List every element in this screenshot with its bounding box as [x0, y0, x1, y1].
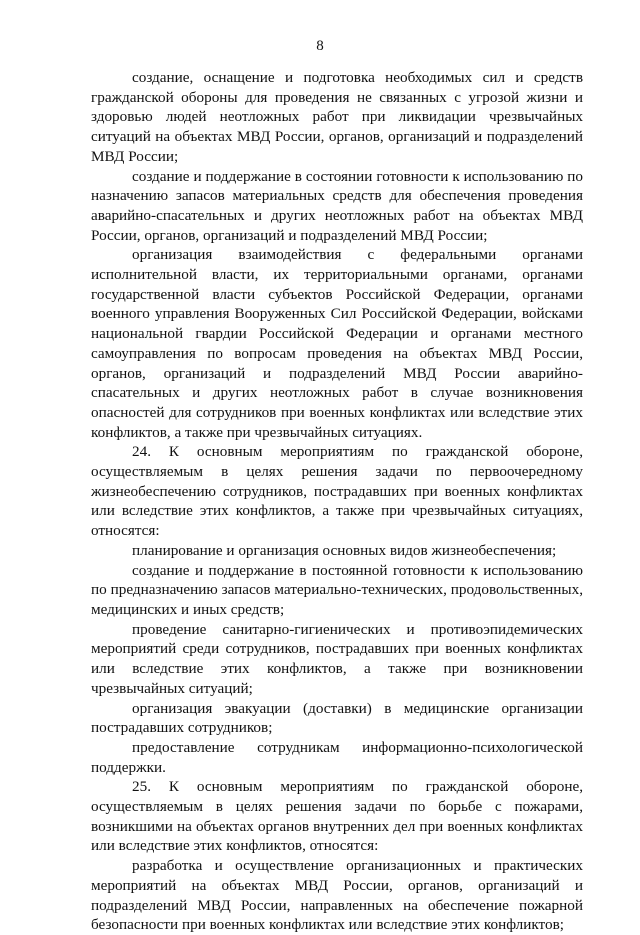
- paragraph-7: проведение санитарно-гигиенических и противоэпидемических мероприятий среди сотрудников, пострадавших при военных конфликтах или вследствие этих конфликтов, а также при возникновении чрезвычайных ситуаций;: [91, 620, 583, 697]
- paragraph-5: планирование и организация основных видов жизнеобеспечения;: [132, 541, 557, 559]
- paragraph-4-item-24: 24. К основным мероприятиям по гражданской обороне, осуществляемым в целях решения задачи по первоочередному жизнеобеспечению сотрудников, пострадавших при военных конфликтах или вследствие этих конфликтов, а также при чрезвычайных ситуациях, относятся:: [91, 443, 583, 540]
- paragraph-10-item-25: 25. К основным мероприятиям по гражданской обороне, осуществляемым в целях решения задачи по борьбе с пожарами, возникшими на объектах органов внутренних дел при военных конфликтах или вследствие этих конфликтов, относятся:: [91, 778, 583, 855]
- paragraph-3: организация взаимодействия с федеральными органами исполнительной власти, их территориальными органами, органами государственной власти субъектов Российской Федерации, органами военного управления Вооруженных Сил Российской Федерации, войсками национальной гвардии Российской Федерации и органами местного самоуправления по вопросам проведения на объектах МВД России, органов, организаций и подразделений МВД России аварийно-спасательных и других неотложных работ в случае возникновения опасностей для сотрудников при военных конфликтах или вследствие этих конфликтов, а также при чрезвычайных ситуациях.: [91, 246, 583, 441]
- page-number: 8: [316, 38, 324, 54]
- document-body: [91, 68, 583, 935]
- paragraph-11: разработка и осуществление организационных и практических мероприятий на объектах МВД России, органов, организаций и подразделений МВД России, направленных на обеспечение пожарной безопасности при военных конфликтах или вследствие этих конфликтов;: [91, 857, 583, 934]
- paragraph-6: создание и поддержание в постоянной готовности к использованию по предназначению запасов материально-технических, продовольственных, медицинских и иных средств;: [91, 561, 583, 618]
- paragraph-2: создание и поддержание в состоянии готовности к использованию по назначению запасов материальных средств для обеспечения проведения аварийно-спасательных и других неотложных работ на объектах МВД России, органов, организаций и подразделений МВД России;: [91, 167, 583, 244]
- paragraph-1: создание, оснащение и подготовка необходимых сил и средств гражданской обороны для проведения не связанных с угрозой жизни и здоровью людей неотложных работ при ликвидации чрезвычайных ситуаций на объектах МВД России, органов, организаций и подразделений МВД России;: [91, 69, 583, 165]
- paragraph-9: предоставление сотрудникам информационно-психологической поддержки.: [91, 738, 583, 776]
- paragraph-8: организация эвакуации (доставки) в медицинские организации пострадавших сотрудников;: [91, 699, 583, 737]
